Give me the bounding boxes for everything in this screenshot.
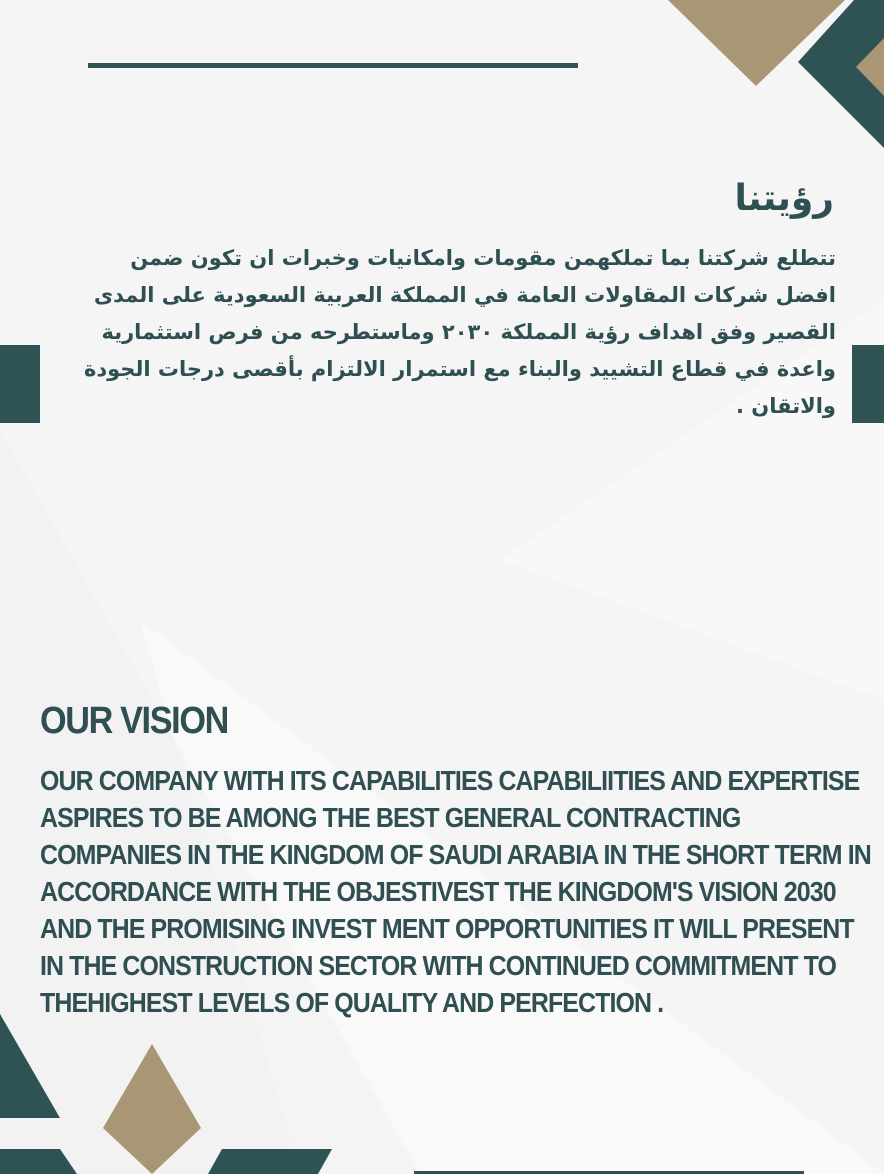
english-line: OUR COMPANY WITH ITS CAPABILITIES CAPABILIITIES AND EXPERTISE (40, 765, 860, 796)
arabic-title: رؤيتنا (734, 178, 834, 219)
english-line: ASPIRES TO BE AMONG THE BEST GENERAL CONTRACTING (40, 802, 741, 833)
english-body (40, 762, 871, 1021)
english-line: IN THE CONSTRUCTION SECTOR WITH CONTINUED COMMITMENT TO (40, 950, 836, 981)
arabic-body: تتطلع شركتنا بما تملكهمن مقومات وامكانيات وخبرات ان تكون ضمن افضل شركات المقاولات العامة في المملكة العربية السعودية على المدى القصير وفق اهداف رؤية المملكة ٢٠٣٠ وماستطرحه من فرص استثمارية واعدة في قطاع التشييد والبناء مع استمرار الالتزام بأقصى درجات الجودة والاتقان . (83, 246, 836, 418)
right-accent-bar (852, 345, 884, 423)
english-title: OUR VISION (40, 700, 228, 742)
english-line: ACCORDANCE WITH THE OBJESTIVEST THE KINGDOM'S VISION 2030 (40, 876, 836, 907)
english-line: AND THE PROMISING INVEST MENT OPPORTUNITIES IT WILL PRESENT (40, 913, 854, 944)
english-line: COMPANIES IN THE KINGDOM OF SAUDI ARABIA IN THE SHORT TERM IN (40, 839, 871, 870)
left-accent-bar (0, 345, 40, 423)
top-divider (88, 63, 578, 68)
english-line: THEHIGHEST LEVELS OF QUALITY AND PERFECTION . (40, 987, 664, 1018)
